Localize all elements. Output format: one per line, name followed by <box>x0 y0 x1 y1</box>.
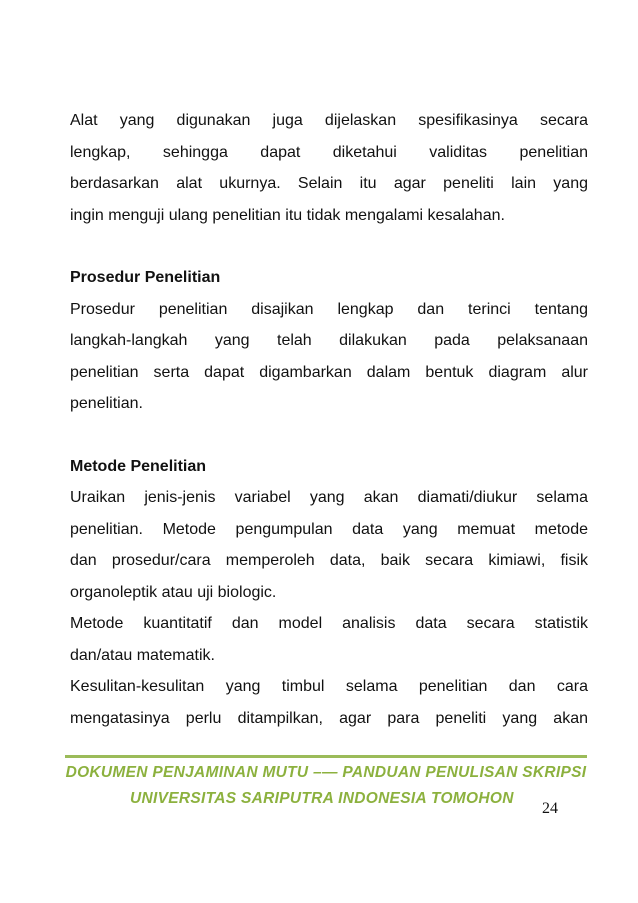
paragraph-difficulties <box>70 671 588 734</box>
text-line: langkah-langkah yang telah dilakukan pada pelaksanaan <box>70 332 588 349</box>
paragraph-prosedur <box>70 294 588 420</box>
text-line: berdasarkan alat ukurnya. Selain itu agar peneliti lain yang <box>70 175 588 192</box>
paragraph-equipment <box>70 105 588 231</box>
text-line: organoleptik atau uji biologic. <box>70 583 277 601</box>
text-line: Prosedur penelitian disajikan lengkap dan terinci tentang <box>70 300 588 318</box>
text-line: Kesulitan-kesulitan yang timbul selama penelitian dan cara <box>70 678 588 695</box>
text-line: ingin menguji ulang penelitian itu tidak mengalami kesalahan. <box>70 206 505 224</box>
text-line: dan prosedur/cara memperoleh data, baik secara kimiawi, fisik <box>70 552 588 569</box>
paragraph-variables <box>70 482 588 608</box>
text-line: penelitian. Metode pengumpulan data yang memuat metode <box>70 520 588 538</box>
heading-prosedur: Prosedur Penelitian <box>70 269 221 286</box>
text-line: Uraikan jenis-jenis variabel yang akan diamati/diukur selama <box>70 489 588 506</box>
footer-institution: UNIVERSITAS SARIPUTRA INDONESIA TOMOHON <box>130 790 514 807</box>
text-line: penelitian. <box>70 395 143 412</box>
text-line: lengkap, sehingga dapat diketahui validitas penelitian <box>70 143 588 161</box>
footer-divider <box>65 755 587 758</box>
text-line: Alat yang digunakan juga dijelaskan spesifikasinya secara <box>70 112 588 129</box>
text-line: mengatasinya perlu ditampilkan, agar para peneliti yang akan <box>70 709 588 727</box>
footer-title: DOKUMEN PENJAMINAN MUTU –— PANDUAN PENULISAN SKRIPSI <box>65 764 587 781</box>
heading-metode: Metode Penelitian <box>70 457 207 475</box>
text-line: dan/atau matematik. <box>70 646 215 664</box>
text-line: penelitian serta dapat digambarkan dalam bentuk diagram alur <box>70 363 588 381</box>
page-content <box>70 105 588 734</box>
page-number: 24 <box>542 800 558 817</box>
text-line: Metode kuantitatif dan model analisis data secara statistik <box>70 615 588 632</box>
paragraph-quantitative <box>70 608 588 671</box>
